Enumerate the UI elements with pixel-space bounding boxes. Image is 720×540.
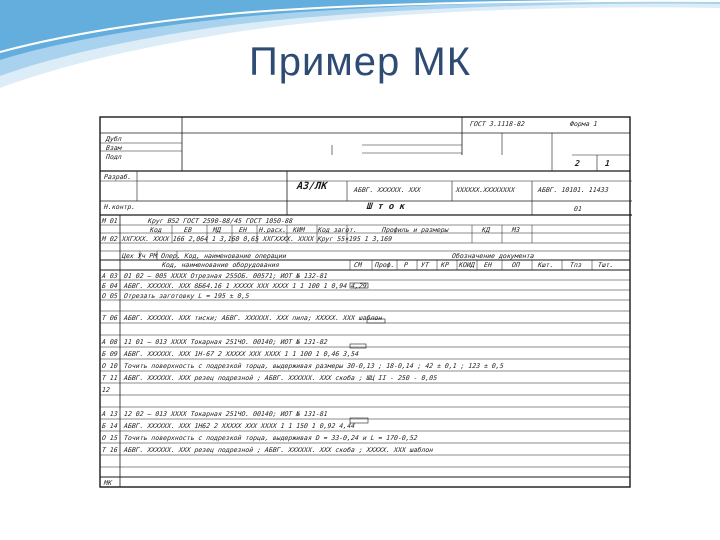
- row-code: Б 09: [101, 350, 119, 358]
- col-sm: СМ: [353, 261, 363, 269]
- row-text: АБВГ. ХХХХХХ. ХХХ 1Н62 2 ХХХХХ ХХХ ХХХХ 1 1 150 1 0,92 4,44: [123, 422, 356, 430]
- row-text: 12 02 — 013 ХХХХ Токарная 251ЧО. 00140; ИОТ № 131-81: [123, 410, 328, 418]
- col-n-rash: Н.расх.: [258, 226, 287, 234]
- col-prof: Проф.: [374, 261, 395, 269]
- footer-label: МК: [103, 479, 113, 487]
- operation-header: Цех Уч РМ Опер. Код, наименование операции: [121, 252, 287, 260]
- sheet-total: 1: [604, 159, 611, 168]
- part-code: 01: [573, 205, 583, 213]
- row-code: Т 06: [101, 314, 119, 322]
- row-code: М 01: [101, 217, 119, 225]
- col-tsht: Тшт.: [597, 261, 615, 269]
- col-tpz: Тпз: [569, 261, 583, 269]
- dubl-label: Дубл: [105, 135, 123, 143]
- col-md: МД: [212, 226, 222, 234]
- razrab-label: Разраб.: [103, 173, 132, 181]
- podl-label: Подл: [105, 153, 123, 161]
- col-op: ОП: [511, 261, 521, 269]
- row-text: Отрезать заготовку L = 195 ± 0,5: [123, 292, 250, 300]
- row-text: Круг В52 ГОСТ 2590-88/45 ГОСТ 1050-88: [147, 217, 294, 225]
- row-text: АБВГ. ХХХХХХ. ХХХ 1Н-67 2 ХХХХХ ХХХ ХХХХ 1 1 100 1 0,46 3,54: [123, 350, 360, 358]
- row-code: О 05: [101, 292, 119, 300]
- col-en: ЕН: [238, 226, 248, 234]
- row-code: Т 16: [101, 446, 119, 454]
- row-code: 12: [101, 386, 111, 394]
- col-kim: КИМ: [292, 226, 306, 234]
- col-mz: МЗ: [511, 226, 521, 234]
- row-text: Точить поверхность с подрезкой торца, выдерживая D = 33-0,24 и L = 170-0,52: [123, 434, 418, 442]
- row-code: А 13: [101, 410, 119, 418]
- document-designation: АБВГ. ХХХХХХ. ХХХ: [353, 186, 421, 194]
- row-text: 11 01 — 013 ХХХХ Токарная 251ЧО. 00140; ИОТ № 131-82: [123, 338, 328, 346]
- document-designation-2: ХХХХХХ.ХХХХХХХХ: [455, 186, 516, 194]
- row-code: М 02: [101, 235, 119, 243]
- row-code: А 03: [101, 272, 119, 280]
- n-kontr-label: Н.контр.: [103, 203, 136, 211]
- row-code: Б 14: [101, 422, 119, 430]
- vzam-label: Взам: [105, 144, 123, 152]
- row-code: А 08: [101, 338, 119, 346]
- row-text: АБВГ. ХХХХХХ. ХХХ резец подрезной ; АБВГ. ХХХХХХ. ХХХ скоба ; ХХХХХ. ХХХ шаблон: [123, 446, 434, 454]
- col-ksht: Кшт.: [537, 261, 555, 269]
- col-en-2: ЕН: [483, 261, 493, 269]
- col-r: Р: [403, 261, 409, 269]
- equipment-header: Код, наименование оборудования: [161, 261, 280, 269]
- col-ut: УТ: [420, 261, 430, 269]
- row-code: Т 11: [101, 374, 119, 382]
- row-text: ХХГХХХ. ХХХХ 166 2,064 1 3,160 0,65 ХХГХХХХ. ХХХХ Круг 55×195 1 3,169: [121, 235, 393, 243]
- slide-title: Пример МК: [248, 40, 472, 84]
- row-text: 01 02 — 005 ХХХХ Отрезная 255ОБ. 00571; ИОТ № 132-81: [123, 272, 328, 280]
- col-kd: КД: [481, 226, 491, 234]
- row-code: Б 04: [101, 282, 119, 290]
- row-text: АБВГ. ХХХХХХ. ХХХ 8Б64.16 1 ХХХХХ ХХХ ХХХХ 1 1 100 1 0,94 4,29: [123, 282, 368, 290]
- row-code: О 10: [101, 362, 119, 370]
- row-text: Точить поверхность с подрезкой торца, выдерживая размеры 30-0,13 ; 18-0,14 ; 42 ± 0,1 ; 123 ± 0,5: [123, 362, 505, 370]
- form-label: Форма 1: [569, 120, 598, 128]
- col-kr: КР: [440, 261, 450, 269]
- part-name: Ш т о к: [366, 202, 406, 212]
- row-text: АБВГ. ХХХХХХ. ХХХ резец подрезной ; АБВГ. ХХХХХХ. ХХХ скоба ; ШЦ II - 250 - 0,05: [123, 374, 438, 382]
- row-code: О 15: [101, 434, 119, 442]
- document-designation-3: АБВГ. 10101. 11433: [537, 186, 609, 194]
- route-card-document: [92, 115, 637, 490]
- col-kod: Код: [149, 226, 163, 234]
- row-text: АБВГ. ХХХХХХ. ХХХ тиски; АБВГ. ХХХХХХ. ХХХ пила; ХХХХХ. ХХХ шаблон: [123, 314, 383, 322]
- col-profile: Профиль и размеры: [381, 226, 449, 234]
- gost-header: ГОСТ 3.1118-82: [469, 120, 526, 128]
- document-header: Обозначение документа: [451, 252, 535, 260]
- sheet-number: 2: [574, 159, 581, 168]
- col-koid: КОИД: [458, 261, 476, 269]
- col-ev: ЕВ: [183, 226, 193, 234]
- document-code-big: АЗ/ЛК: [296, 181, 328, 192]
- col-kod-zagot: Код загот.: [317, 226, 358, 234]
